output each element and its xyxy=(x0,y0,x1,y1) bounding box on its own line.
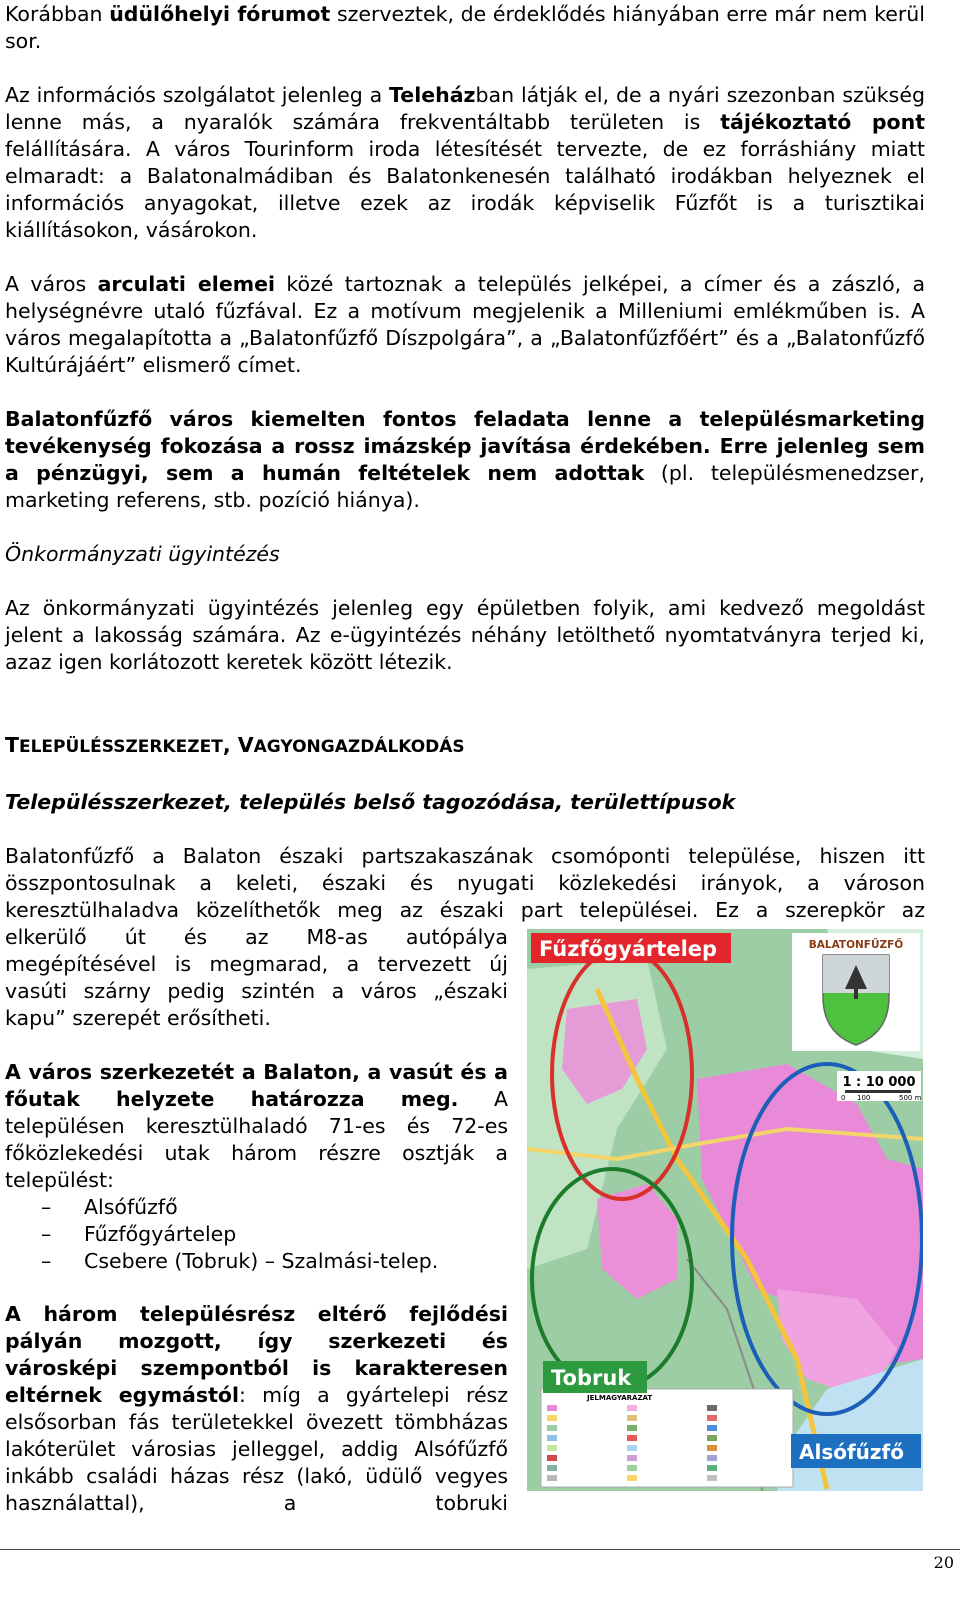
paragraph-development: A három településrész eltérő fejlődési pályán mozgott, így szerkezeti és városképi szempontból is karakteresen eltérnek egymástól: míg a gyártelepi rész elsősorban fás területekkel övezett tömbházas lakóterület városias jelleggel, addig Alsófűzfő inkább családi házas rész (lakó, üdülő vegyes használattal), a tobruki xyxy=(5,1302,508,1515)
list-item: – Alsófűzfő xyxy=(5,1194,508,1221)
legend-box xyxy=(541,1389,793,1487)
section-heading: TELEPÜLÉSSZERKEZET, VAGYONGAZDÁLKODÁS xyxy=(5,733,465,757)
legend-title: JELMAGYARÁZAT xyxy=(587,1394,653,1402)
label-fuzfogyartelep: Fűzfőgyártelep xyxy=(539,937,718,961)
scale-bar xyxy=(845,1090,911,1093)
paragraph-bypass: elkerülő út és az M8-as autópálya megépítésével is megmarad, a tervezett új vasúti szárny pedig szintén a város „északi kapu” szerepét erősítheti. xyxy=(5,925,508,1030)
page-number: 20 xyxy=(933,1553,954,1572)
paragraph-marketing: Balatonfűzfő város kiemelten fontos feladata lenne a településmarketing tevékenység fokozása a rossz imázskép javítása érdekében. Erre jelenleg sem a pénzügyi, sem a humán feltételek nem adottak (pl. településmenedzser, marketing referens, stb. pozíció hiánya). xyxy=(5,407,925,512)
town-map xyxy=(527,929,923,1491)
town-map-figure xyxy=(527,929,923,1491)
list-item: – Csebere (Tobruk) – Szalmási-telep. xyxy=(5,1248,508,1275)
subheading-structure: Településszerkezet, település belső tagozódása, területtípusok xyxy=(5,790,736,814)
svg-text:100: 100 xyxy=(857,1094,871,1102)
paragraph-town-structure: A város szerkezetét a Balaton, a vasút és a főutak helyzete határozza meg. A településen keresztülhaladó 71-es és 72-es főközlekedési utak három részre osztják a települést: – Alsófűzfő – Fűzfőgyártelep – Csebere (Tobruk) – Szalmási-telep. xyxy=(5,1059,508,1275)
svg-text:500 m: 500 m xyxy=(899,1094,922,1102)
paragraph-junction: Balatonfűzfő a Balaton északi partszakaszának csomóponti települése, hiszen itt összpontosulnak a keleti, északi és nyugati közlekedési irányok, a városon keresztülhaladva közelíthetők meg az északi part települései. Ez a szerepkör az xyxy=(5,844,925,922)
footer-rule xyxy=(0,1549,960,1550)
list-item: – Fűzfőgyártelep xyxy=(5,1221,508,1248)
district-list xyxy=(5,1194,508,1275)
scale-ratio: 1 : 10 000 xyxy=(842,1075,916,1090)
label-tobruk: Tobruk xyxy=(551,1366,632,1390)
svg-text:0: 0 xyxy=(841,1094,846,1102)
paragraph-identity-elements: A város arculati elemei közé tartoznak a település jelképei, a címer és a zászló, a helységnévre utaló fűzfával. Ez a motívum megjelenik a Milleniumi emlékműben is. A város megalapította a „Balatonfűzfő Díszpolgára”, a „Balatonfűzfőért” és a „Balatonfűzfő Kultúrájáért” elismerő címet. xyxy=(5,272,926,377)
paragraph-forum: Korábban üdülőhelyi fórumot szerveztek, de érdeklődés hiányában erre már nem kerül sor. xyxy=(5,2,925,53)
paragraph-information-service: Az információs szolgálatot jelenleg a Teleházban látják el, de a nyári szezonban szükség lenne más, a nyaralók számára frekventáltabb területen is tájékoztató pont felállítására. A város Tourinform iroda létesítését tervezte, de ez forráshiány miatt elmaradt: a Balatonalmádiban és Balatonkenesén található irodákban helyeznek el információs anyagokat, illetve ezek az irodák képviselik Fűzfőt is a turisztikai kiállításokon, vásárokon. xyxy=(5,83,926,242)
brand-name: BALATONFŰZFŐ xyxy=(808,939,904,951)
label-alsofuzfo: Alsófűzfő xyxy=(799,1440,904,1464)
paragraph-administration: Az önkormányzati ügyintézés jelenleg egy épületben folyik, ami kedvező megoldást jelent a lakosság számára. Az e-ügyintézés néhány letölthető nyomtatványra terjed ki, azaz igen korlátozott keretek között létezik. xyxy=(5,596,925,674)
subheading-administration: Önkormányzati ügyintézés xyxy=(5,542,280,566)
